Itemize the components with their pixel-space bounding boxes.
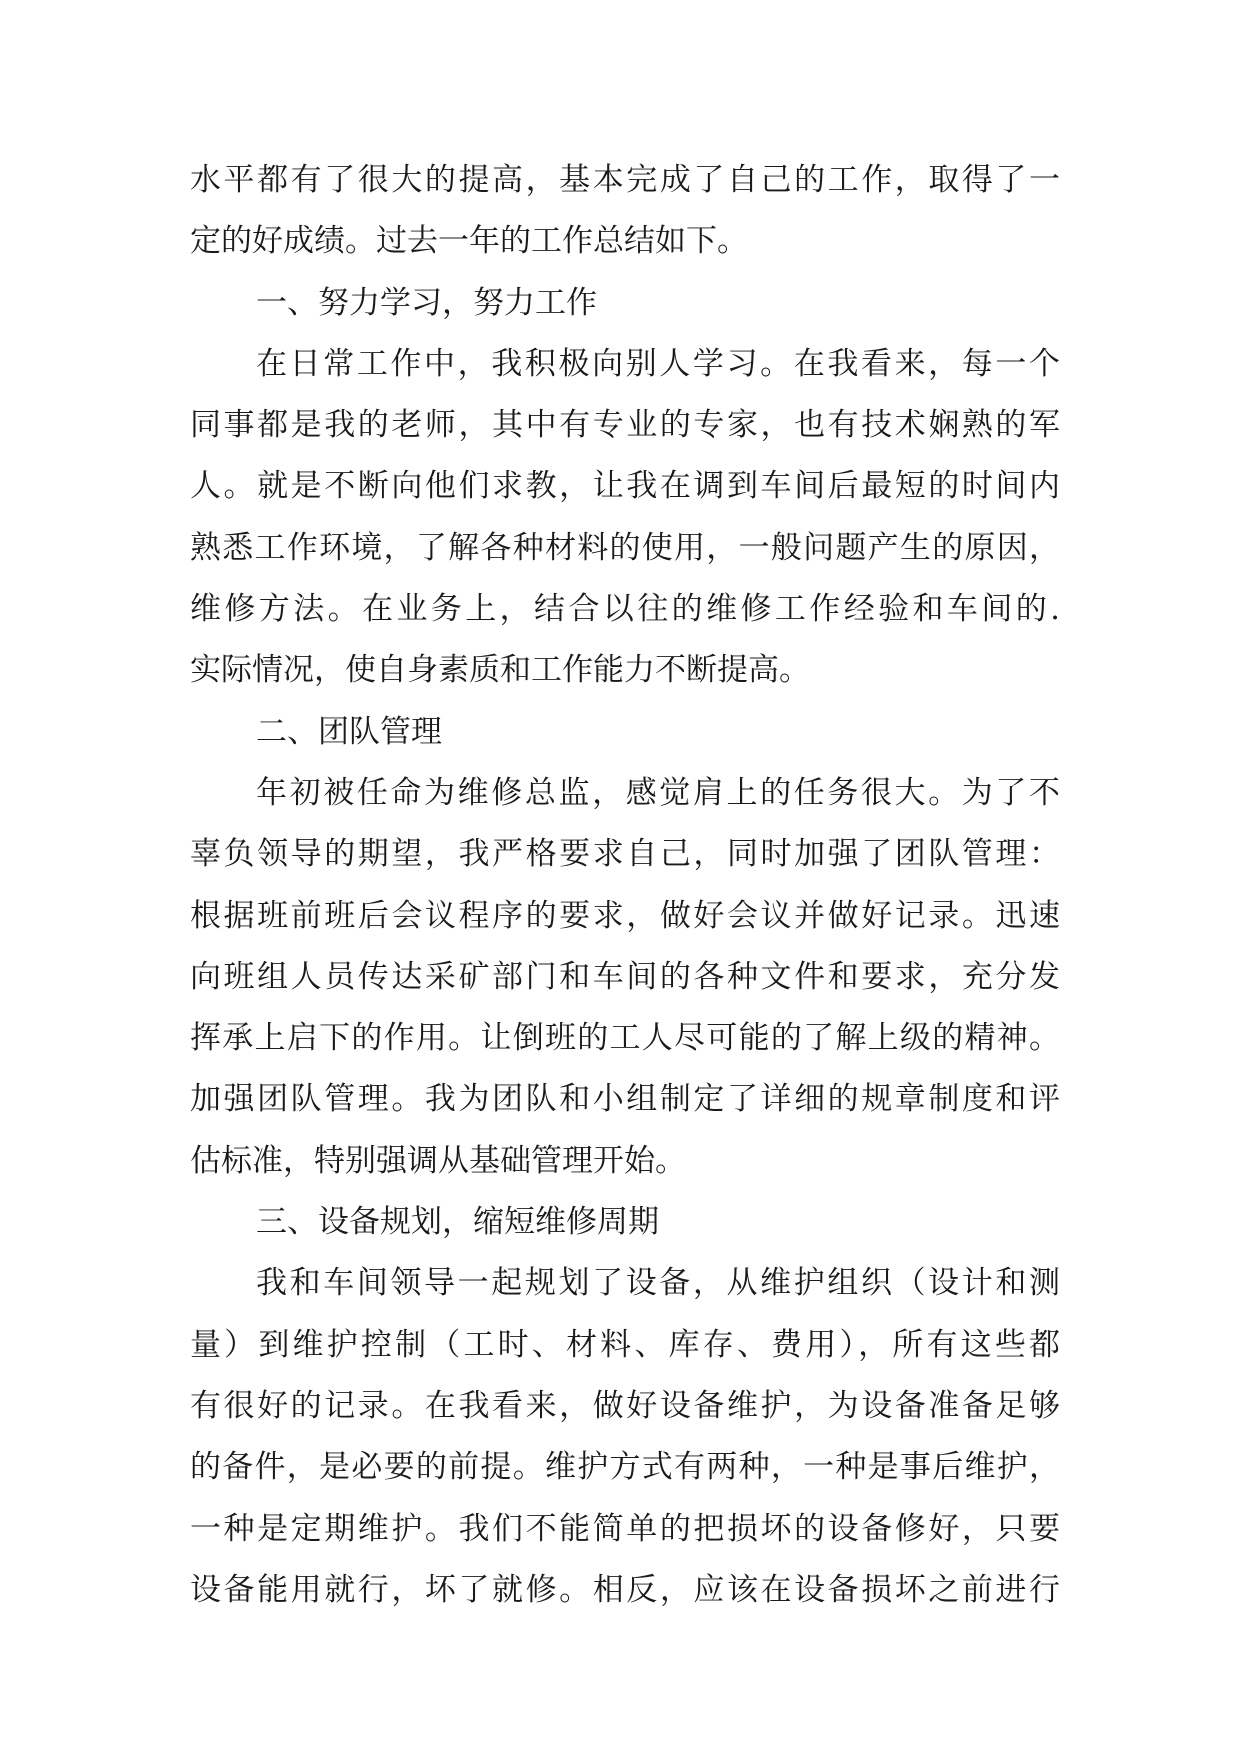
text-line: 加强团队管理。我为团队和小组制定了详细的规章制度和评 [190,1081,1060,1118]
text-line: 辜负领导的期望，我严格要求自己，同时加强了团队管理： [190,836,1060,873]
section-heading: 三、设备规划，缩短维修周期 [256,1204,659,1241]
text-line: 我和车间领导一起规划了设备，从维护组织（设计和测 [256,1265,1060,1302]
text-line: 水平都有了很大的提高，基本完成了自己的工作，取得了一 [190,162,1060,198]
text-line: 有很好的记录。在我看来，做好设备维护，为设备准备足够 [190,1387,1060,1424]
text-line: 定的好成绩。过去一年的工作总结如下。 [190,223,748,260]
text-line: 人。就是不断向他们求教，让我在调到车间后最短的时间内 [190,468,1060,505]
text-line: 挥承上启下的作用。让倒班的工人尽可能的了解上级的精神。 [190,1020,1060,1057]
text-line: 量）到维护控制（工时、材料、库存、费用），所有这些都 [190,1326,1060,1363]
text-line: 维修方法。在业务上，结合以往的维修工作经验和车间的. [190,591,1060,628]
text-line: 向班组人员传达采矿部门和车间的各种文件和要求，充分发 [190,958,1060,995]
text-line: 年初被任命为维修总监，感觉肩上的任务很大。为了不 [256,774,1060,811]
document-body [190,150,1060,1621]
text-line: 实际情况，使自身素质和工作能力不断提高。 [190,652,810,689]
text-line: 估标准，特别强调从基础管理开始。 [190,1142,686,1179]
text-line: 根据班前班后会议程序的要求，做好会议并做好记录。迅速 [190,897,1060,934]
section-heading: 一、努力学习，努力工作 [256,284,597,321]
section-heading: 二、团队管理 [256,713,442,750]
text-line: 熟悉工作环境，了解各种材料的使用，一般问题产生的原因， [190,529,1060,566]
text-line: 设备能用就行，坏了就修。相反，应该在设备损坏之前进行 [190,1571,1060,1608]
text-line: 一种是定期维护。我们不能简单的把损坏的设备修好，只要 [190,1510,1060,1547]
text-line: 的备件，是必要的前提。维护方式有两种，一种是事后维护， [190,1449,1060,1486]
text-line: 同事都是我的老师，其中有专业的专家，也有技术娴熟的军 [190,407,1060,444]
text-line: 在日常工作中，我积极向别人学习。在我看来，每一个 [256,345,1060,382]
